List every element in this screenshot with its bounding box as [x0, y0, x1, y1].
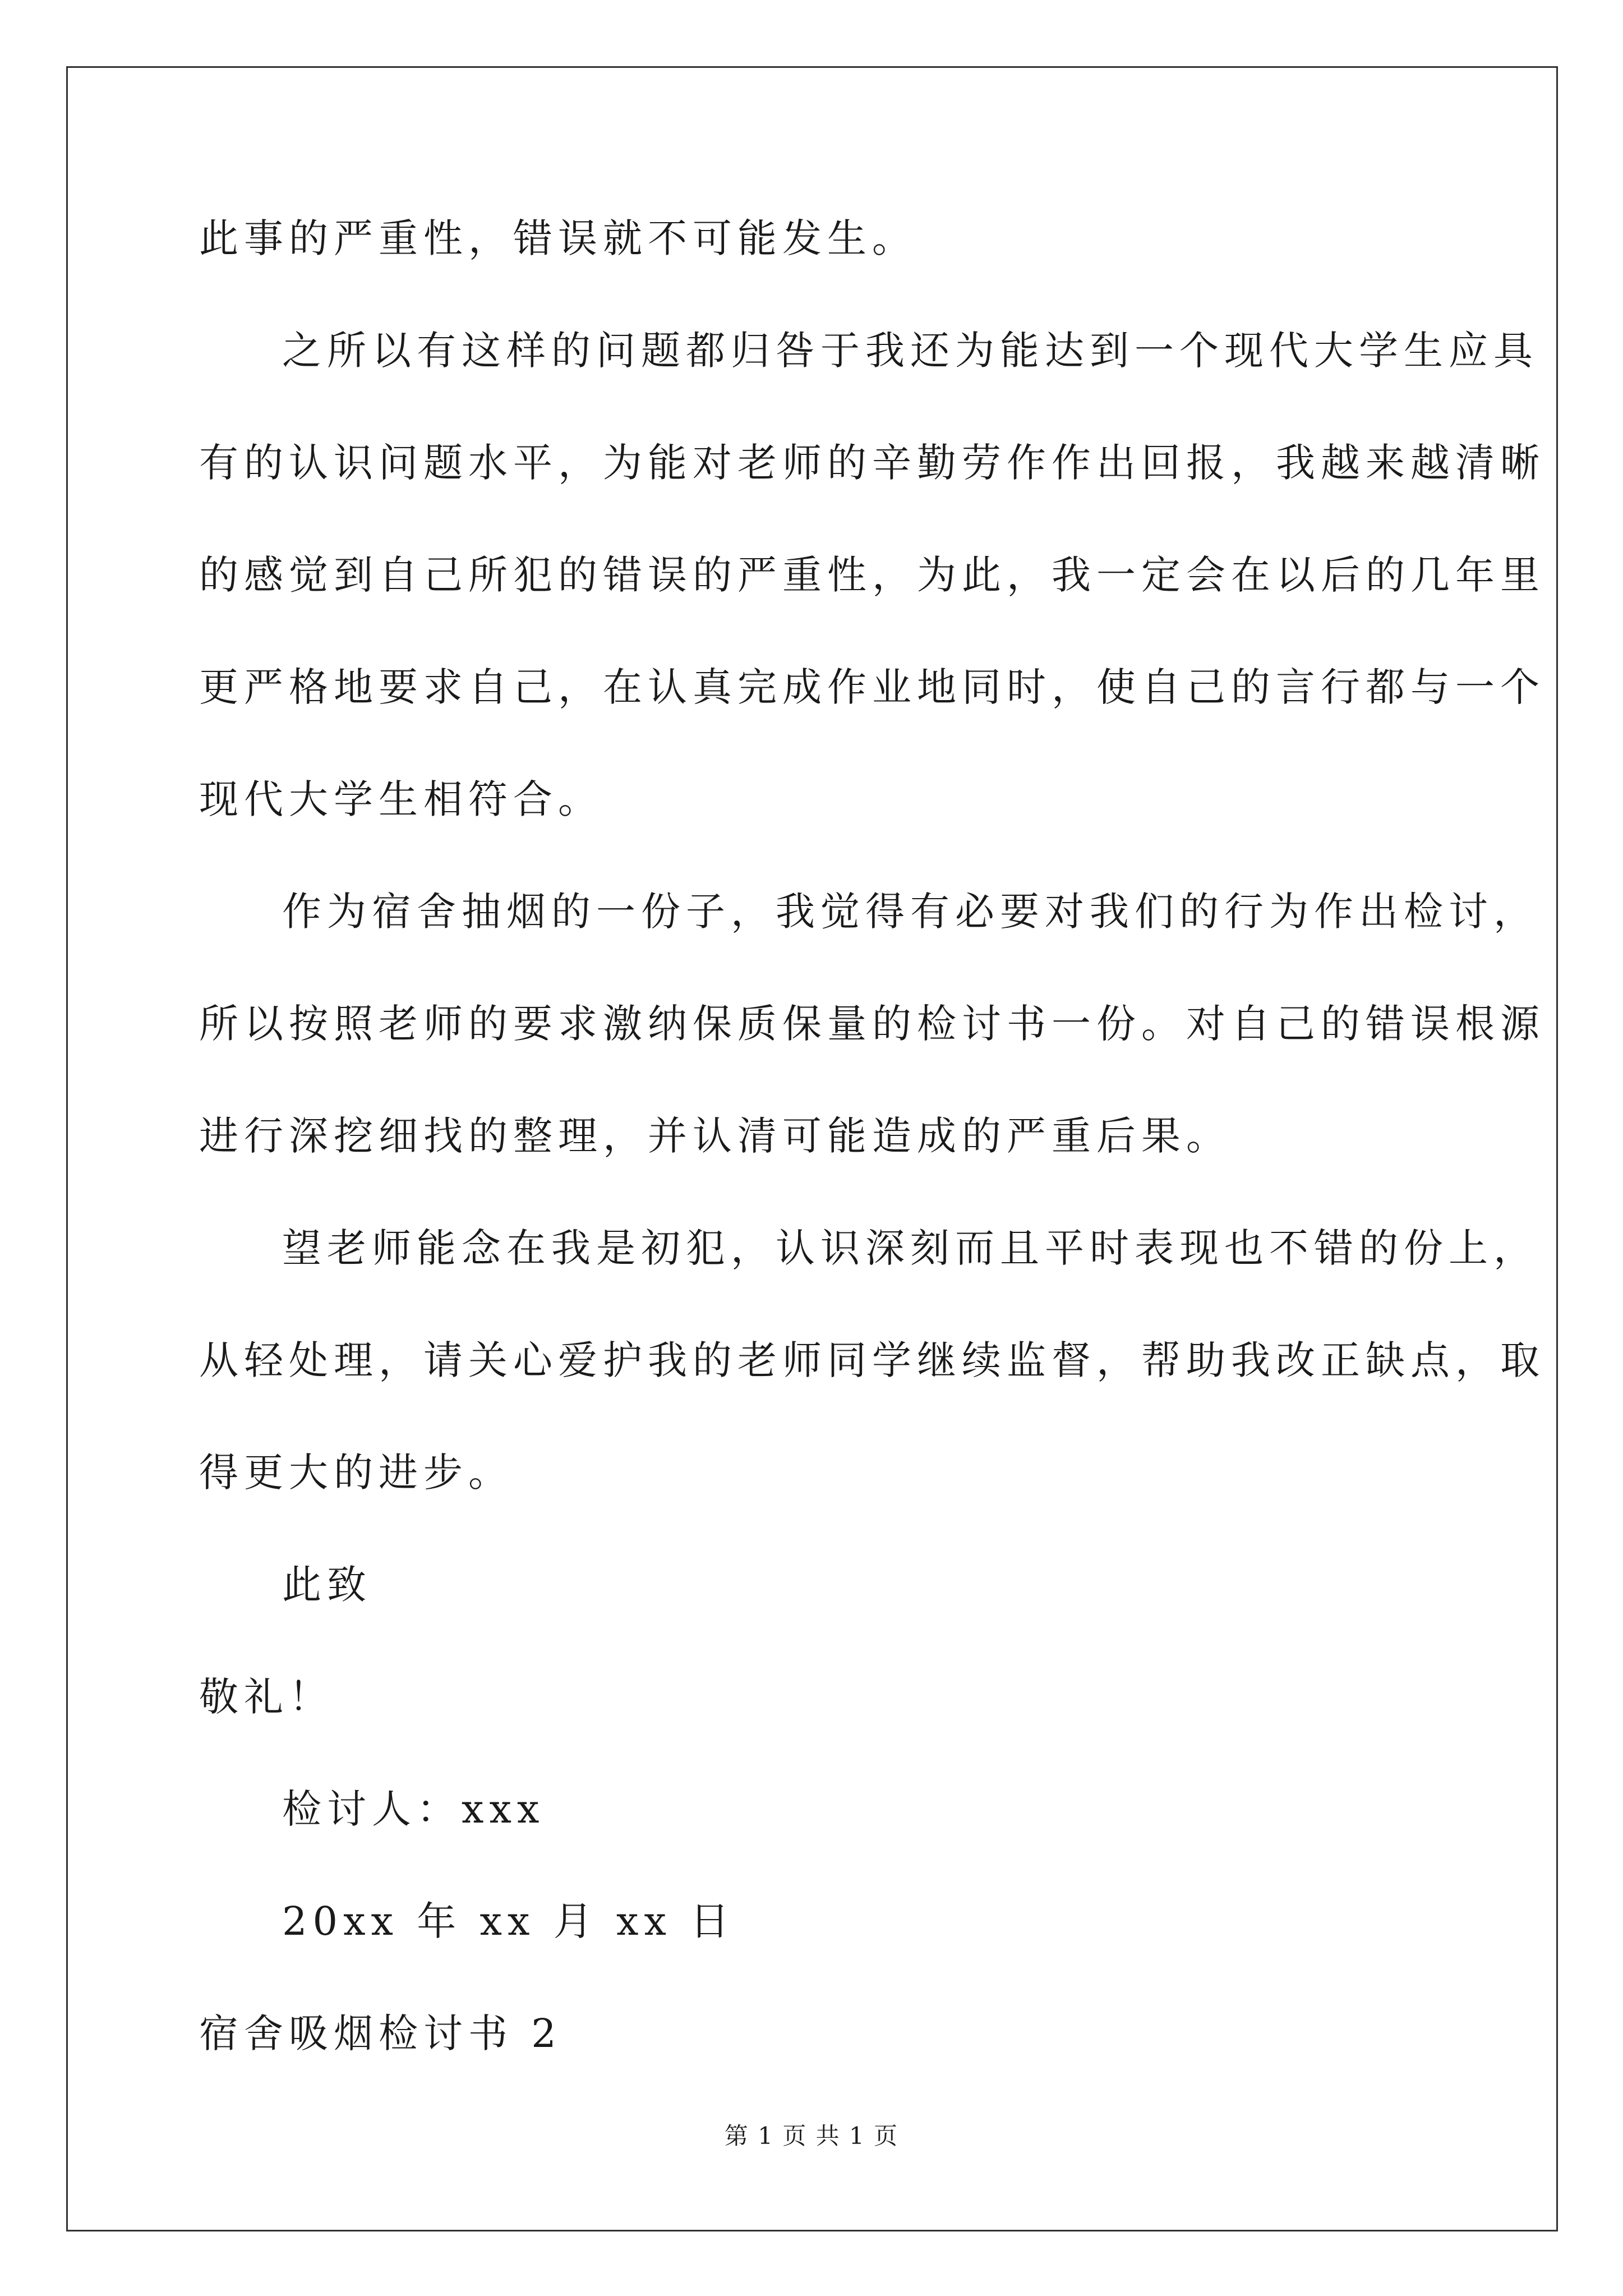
page-footer: 第 1 页 共 1 页 [724, 2122, 899, 2150]
closing-salutation: 此致 [282, 1562, 372, 1608]
next-section-title: 宿舍吸烟检讨书 2 [199, 2010, 562, 2056]
text-line-6: 现代大学生相符合。 [199, 776, 603, 822]
text-line-12: 得更大的进步。 [199, 1450, 513, 1496]
text-line-10: 望老师能念在我是初犯，认识深刻而且平时表现也不错的份上， [282, 1225, 1538, 1271]
text-line-5: 更严格地要求自己，在认真完成作业地同时，使自己的言行都与一个 [199, 664, 1545, 710]
signer-line: 检讨人：xxx [282, 1786, 545, 1832]
date-line: 20xx 年 xx 月 xx 日 [282, 1898, 735, 1944]
text-line-4: 的感觉到自己所犯的错误的严重性，为此，我一定会在以后的几年里 [199, 552, 1545, 598]
text-line-7: 作为宿舍抽烟的一份子，我觉得有必要对我们的行为作出检讨， [282, 889, 1538, 935]
text-line-8: 所以按照老师的要求激纳保质保量的检讨书一份。对自己的错误根源 [199, 1001, 1545, 1047]
text-line-11: 从轻处理，请关心爱护我的老师同学继续监督，帮助我改正缺点，取 [199, 1337, 1545, 1383]
closing-regards: 敬礼！ [199, 1674, 334, 1720]
text-line-9: 进行深挖细找的整理，并认清可能造成的严重后果。 [199, 1113, 1231, 1159]
text-line-1: 此事的严重性，错误就不可能发生。 [199, 215, 917, 261]
text-line-3: 有的认识问题水平，为能对老师的辛勤劳作作出回报，我越来越清晰 [199, 440, 1545, 486]
text-line-2: 之所以有这样的问题都归咎于我还为能达到一个现代大学生应具 [282, 328, 1538, 374]
